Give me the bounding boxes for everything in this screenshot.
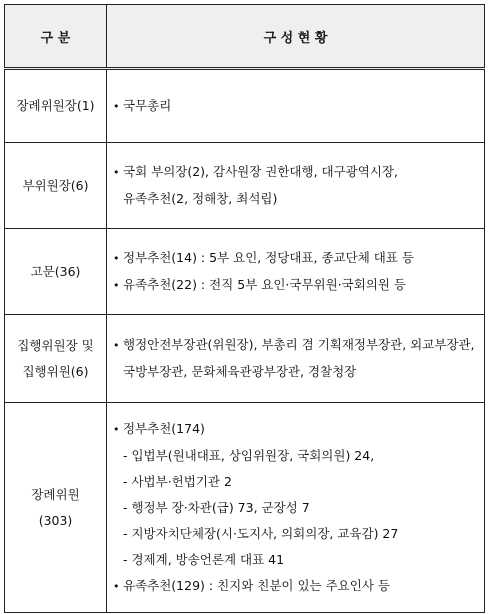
row-content [107,229,485,315]
table-row [5,143,485,229]
table-row [5,229,485,315]
table-row [5,315,485,403]
sub-item: - 행정부 장·차관(급) 73, 군장성 7 [113,495,480,521]
category-text: (303) [38,512,73,528]
funeral-committee-table [4,4,485,613]
continuation-text: 국방부장관, 문화체육관광부장관, 경찰청장 [123,364,357,379]
row-content [107,315,485,403]
sub-item: - 입법부(원내대표, 상임위원장, 국회의원) 24, [113,443,480,469]
table-row [5,69,485,143]
bullet-item: • 유족추천(22) : 전직 5부 요인·국무위원·국회의원 등 [113,272,480,299]
continuation-text: 유족추천(2, 정해창, 최석립) [123,191,278,206]
header-category: 구 분 [5,5,107,69]
category-text: 장례위원장(1) [16,98,95,113]
sub-item: - 경제계, 방송언론계 대표 41 [113,547,480,573]
row-category [5,229,107,315]
row-content [107,403,485,613]
bullet-item: • 행정안전부장관(위원장), 부총리 겸 기획재정부장관, 외교부장관, [113,332,480,359]
row-category [5,143,107,229]
bullet-item: • 국회 부의장(2), 감사원장 권한대행, 대구광역시장, [113,159,480,186]
table-row [5,403,485,613]
category-text: 집행위원장 및 [17,337,94,353]
row-content [107,69,485,143]
row-content [107,143,485,229]
row-category [5,315,107,403]
category-text: 고문(36) [30,263,81,279]
category-text: 부위원장(6) [22,177,89,193]
header-composition: 구 성 현 황 [107,5,485,69]
bullet-item: • 유족추천(129) : 친지와 친분이 있는 주요인사 등 [113,573,480,600]
category-text: 집행위원(6) [22,363,89,379]
table-header-row [5,5,485,69]
sub-item: - 사법부·헌법기관 2 [113,469,480,495]
row-category [5,403,107,613]
category-text: 장례위원 [31,486,80,502]
bullet-item: • 국무총리 [113,93,480,120]
sub-item: - 지방자치단체장(시·도지사, 의회의장, 교육감) 27 [113,521,480,547]
bullet-item: • 정부추천(14) : 5부 요인, 정당대표, 종교단체 대표 등 [113,245,480,272]
row-category [5,69,107,143]
bullet-item: • 정부추천(174) [113,416,480,443]
